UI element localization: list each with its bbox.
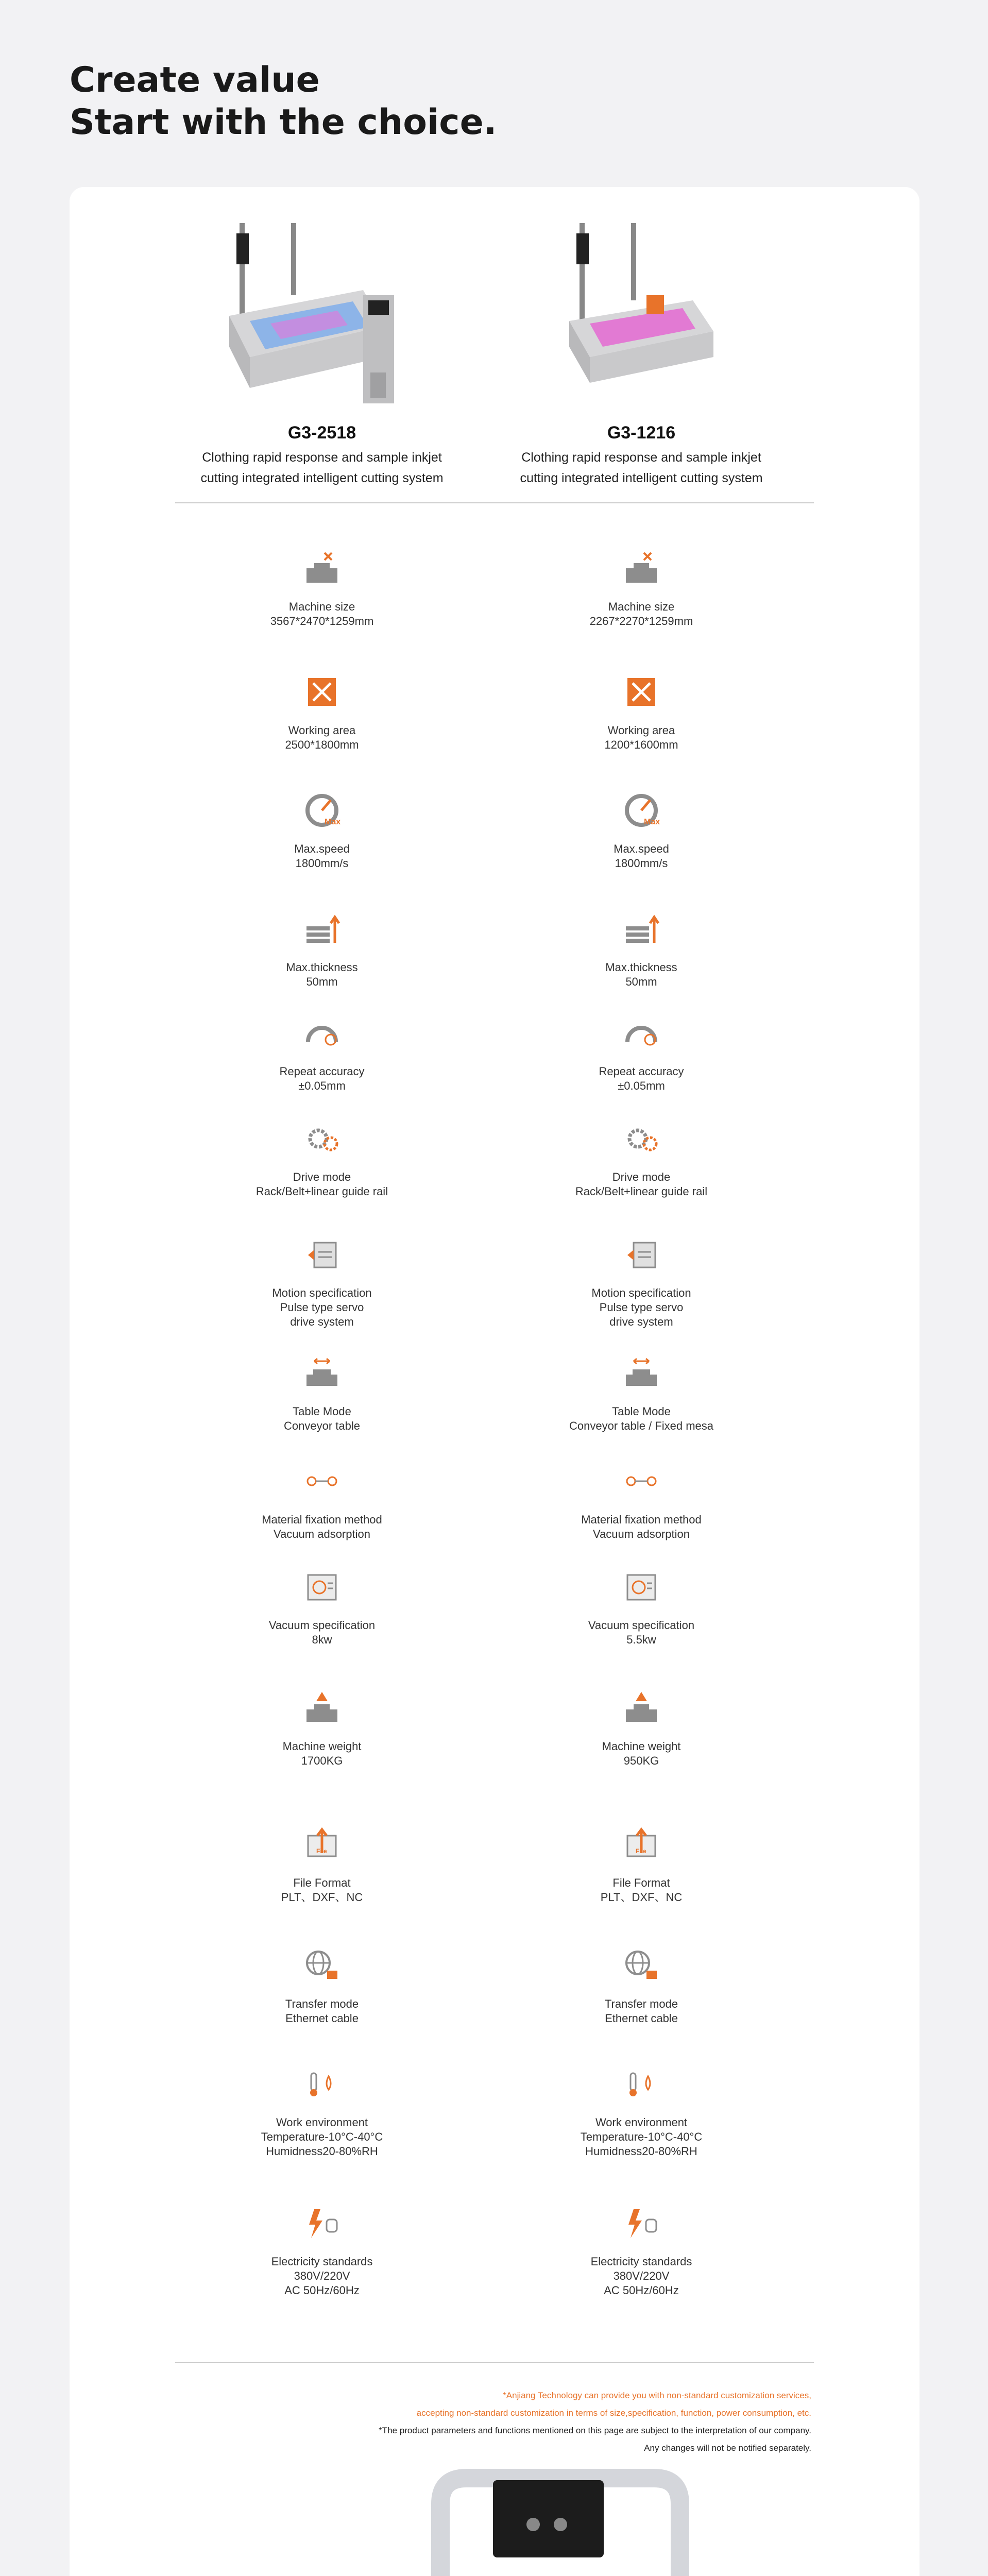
spec-value: Vacuum adsorption bbox=[593, 1528, 690, 1540]
svg-text:File: File bbox=[316, 1848, 327, 1855]
spec-label: Work environment bbox=[276, 2116, 368, 2129]
repeat-accuracy-icon bbox=[618, 1010, 665, 1056]
machine-header-g3-1216 bbox=[497, 218, 786, 488]
spec-value: 50mm bbox=[306, 975, 338, 988]
spec-value: 50mm bbox=[625, 975, 657, 988]
spec-label: Electricity standards bbox=[590, 2255, 692, 2268]
spec-value: AC 50Hz/60Hz bbox=[284, 2284, 360, 2297]
spec-label: Working area bbox=[607, 724, 675, 737]
spec-label: Material fixation method bbox=[581, 1513, 702, 1526]
spec-value: 1800mm/s bbox=[295, 857, 349, 870]
work-environment-icon bbox=[299, 2061, 345, 2107]
spec-value: 380V/220V bbox=[294, 2269, 350, 2282]
spec-value: 380V/220V bbox=[613, 2269, 670, 2282]
spec-label: Repeat accuracy bbox=[599, 1065, 684, 1078]
machine-size-icon bbox=[618, 545, 665, 591]
machine-description: Clothing rapid response and sample inkjet cutting integrated intelligent cutting system bbox=[520, 450, 763, 485]
spec-label: Drive mode bbox=[293, 1171, 351, 1183]
header-divider bbox=[175, 502, 814, 503]
spec-label: Work environment bbox=[595, 2116, 688, 2129]
machine-size-icon bbox=[299, 545, 345, 591]
spec-working-area-g3-1216 bbox=[538, 669, 744, 752]
spec-electricity-standards-g3-1216 bbox=[538, 2200, 744, 2298]
note-line: *Anjiang Technology can provide you with non-standard customization services, bbox=[503, 2391, 811, 2400]
material-fixation-icon bbox=[618, 1458, 665, 1504]
spec-work-environment-g3-1216 bbox=[538, 2061, 744, 2159]
max-speed-icon bbox=[618, 787, 665, 834]
spec-label: Table Mode bbox=[293, 1405, 351, 1418]
spec-value: 1700KG bbox=[301, 1754, 343, 1767]
spec-card bbox=[70, 187, 919, 2576]
note-line: *The product parameters and functions mentioned on this page are subject to the interpretation of our company. bbox=[379, 2426, 811, 2435]
spec-value: Humidness20-80%RH bbox=[266, 2145, 378, 2158]
drive-mode-icon bbox=[299, 1115, 345, 1162]
spec-value: 1200*1600mm bbox=[604, 738, 678, 751]
spec-label: Max.thickness bbox=[286, 961, 358, 974]
spec-vacuum-specification-g3-1216 bbox=[538, 1564, 744, 1647]
spec-material-fixation-method-g3-1216 bbox=[538, 1458, 744, 1541]
spec-value: Vacuum adsorption bbox=[274, 1528, 370, 1540]
spec-machine-size-g3-1216 bbox=[538, 545, 744, 629]
spec-value: Conveyor table / Fixed mesa bbox=[569, 1419, 714, 1432]
spec-value: 2500*1800mm bbox=[285, 738, 359, 751]
spec-file-format-g3-2518 bbox=[219, 1821, 425, 1905]
machine-header-g3-2518 bbox=[178, 218, 466, 488]
spec-max-speed-g3-1216 bbox=[538, 787, 744, 871]
motion-spec-icon bbox=[299, 1231, 345, 1278]
spec-max-thickness-g3-1216 bbox=[538, 906, 744, 989]
spec-label: Motion specification bbox=[272, 1286, 372, 1299]
camera-unit bbox=[493, 2480, 604, 2557]
spec-file-format-g3-1216 bbox=[538, 1821, 744, 1905]
electricity-icon bbox=[618, 2200, 665, 2246]
spec-value: ±0.05mm bbox=[618, 1079, 665, 1092]
svg-text:Max: Max bbox=[644, 818, 660, 826]
spec-transfer-mode-g3-1216 bbox=[538, 1942, 744, 2026]
file-format-icon bbox=[618, 1821, 665, 1868]
svg-text:Max: Max bbox=[325, 818, 341, 826]
spec-value: Temperature-10°C-40°C bbox=[580, 2130, 703, 2143]
spec-label: Transfer mode bbox=[604, 1997, 678, 2010]
spec-material-fixation-method-g3-2518 bbox=[219, 1458, 425, 1541]
spec-value: 2267*2270*1259mm bbox=[589, 615, 693, 628]
drive-mode-icon bbox=[618, 1115, 665, 1162]
spec-value: 3567*2470*1259mm bbox=[270, 615, 374, 628]
spec-value: Rack/Belt+linear guide rail bbox=[255, 1185, 388, 1198]
headline-line-2: Start with the choice. bbox=[70, 102, 497, 143]
spec-label: Max.thickness bbox=[605, 961, 677, 974]
table-mode-icon bbox=[618, 1350, 665, 1396]
transfer-mode-icon bbox=[618, 1942, 665, 1989]
max-speed-icon bbox=[299, 787, 345, 834]
spec-max-thickness-g3-2518 bbox=[219, 906, 425, 989]
machine-weight-icon bbox=[299, 1685, 345, 1731]
vacuum-spec-icon bbox=[618, 1564, 665, 1610]
spec-value: 8kw bbox=[312, 1633, 332, 1646]
spec-value: PLT、DXF、NC bbox=[600, 1891, 683, 1904]
motion-spec-icon bbox=[618, 1231, 665, 1278]
spec-vacuum-specification-g3-2518 bbox=[219, 1564, 425, 1647]
spec-value: Pulse type servo bbox=[599, 1301, 684, 1314]
spec-motion-specification-g3-1216 bbox=[538, 1231, 744, 1329]
spec-transfer-mode-g3-2518 bbox=[219, 1942, 425, 2026]
max-thickness-icon bbox=[618, 906, 665, 952]
disclaimer-notes bbox=[379, 2387, 811, 2457]
spec-value: Ethernet cable bbox=[605, 2012, 678, 2025]
spec-value: 950KG bbox=[623, 1754, 659, 1767]
max-thickness-icon bbox=[299, 906, 345, 952]
spec-label: Transfer mode bbox=[285, 1997, 359, 2010]
electricity-icon bbox=[299, 2200, 345, 2246]
svg-text:File: File bbox=[636, 1848, 646, 1855]
page-headline bbox=[70, 59, 497, 144]
spec-label: Vacuum specification bbox=[588, 1619, 695, 1632]
spec-label: Motion specification bbox=[591, 1286, 691, 1299]
spec-label: Machine size bbox=[608, 600, 675, 613]
spec-label: Drive mode bbox=[612, 1171, 671, 1183]
note-line: accepting non-standard customization in terms of size,specification, function, power consumption, etc. bbox=[416, 2408, 811, 2418]
spec-label: Machine weight bbox=[282, 1740, 362, 1753]
spec-table-mode-g3-1216 bbox=[538, 1350, 744, 1433]
spec-drive-mode-g3-2518 bbox=[219, 1115, 425, 1199]
spec-value: Conveyor table bbox=[284, 1419, 360, 1432]
spec-drive-mode-g3-1216 bbox=[538, 1115, 744, 1199]
spec-machine-weight-g3-1216 bbox=[538, 1685, 744, 1768]
working-area-icon bbox=[618, 669, 665, 715]
working-area-icon bbox=[299, 669, 345, 715]
spec-motion-specification-g3-2518 bbox=[219, 1231, 425, 1329]
spec-machine-weight-g3-2518 bbox=[219, 1685, 425, 1768]
spec-electricity-standards-g3-2518 bbox=[219, 2200, 425, 2298]
spec-label: Machine weight bbox=[602, 1740, 681, 1753]
spec-machine-size-g3-2518 bbox=[219, 545, 425, 629]
table-mode-icon bbox=[299, 1350, 345, 1396]
vacuum-spec-icon bbox=[299, 1564, 345, 1610]
machine-weight-icon bbox=[618, 1685, 665, 1731]
spec-label: Max.speed bbox=[294, 842, 350, 855]
footer-divider bbox=[175, 2362, 814, 2363]
spec-label: Electricity standards bbox=[271, 2255, 373, 2268]
transfer-mode-icon bbox=[299, 1942, 345, 1989]
spec-value: 5.5kw bbox=[626, 1633, 656, 1646]
machine-g3-1216-image bbox=[528, 218, 755, 414]
spec-value: AC 50Hz/60Hz bbox=[604, 2284, 679, 2297]
spec-value: ±0.05mm bbox=[298, 1079, 346, 1092]
spec-max-speed-g3-2518 bbox=[219, 787, 425, 871]
spec-label: File Format bbox=[612, 1876, 670, 1889]
spec-value: drive system bbox=[290, 1315, 354, 1328]
headline-line-1: Create value bbox=[70, 60, 320, 100]
spec-value: PLT、DXF、NC bbox=[281, 1891, 363, 1904]
file-format-icon bbox=[299, 1821, 345, 1868]
note-line: Any changes will not be notified separately. bbox=[644, 2443, 811, 2453]
spec-label: Machine size bbox=[288, 600, 355, 613]
spec-label: Max.speed bbox=[614, 842, 669, 855]
spec-value: Humidness20-80%RH bbox=[585, 2145, 697, 2158]
spec-value: Rack/Belt+linear guide rail bbox=[575, 1185, 708, 1198]
spec-work-environment-g3-2518 bbox=[219, 2061, 425, 2159]
spec-value: drive system bbox=[609, 1315, 673, 1328]
spec-value: Ethernet cable bbox=[285, 2012, 359, 2025]
spec-label: Vacuum specification bbox=[268, 1619, 376, 1632]
spec-repeat-accuracy-g3-2518 bbox=[219, 1010, 425, 1093]
material-fixation-icon bbox=[299, 1458, 345, 1504]
machine-model: G3-2518 bbox=[287, 423, 356, 443]
work-environment-icon bbox=[618, 2061, 665, 2107]
spec-working-area-g3-2518 bbox=[219, 669, 425, 752]
spec-label: Repeat accuracy bbox=[279, 1065, 365, 1078]
repeat-accuracy-icon bbox=[299, 1010, 345, 1056]
spec-label: Table Mode bbox=[612, 1405, 671, 1418]
spec-table-mode-g3-2518 bbox=[219, 1350, 425, 1433]
spec-value: Temperature-10°C-40°C bbox=[261, 2130, 383, 2143]
spec-label: Working area bbox=[288, 724, 356, 737]
spec-value: 1800mm/s bbox=[615, 857, 668, 870]
g3-machine-illustration bbox=[0, 2452, 988, 2576]
spec-label: File Format bbox=[293, 1876, 351, 1889]
spec-label: Material fixation method bbox=[262, 1513, 382, 1526]
spec-repeat-accuracy-g3-1216 bbox=[538, 1010, 744, 1093]
machine-description: Clothing rapid response and sample inkjet cutting integrated intelligent cutting system bbox=[200, 450, 444, 485]
spec-value: Pulse type servo bbox=[280, 1301, 364, 1314]
machine-g3-2518-image bbox=[209, 218, 435, 414]
machine-model: G3-1216 bbox=[607, 423, 676, 443]
